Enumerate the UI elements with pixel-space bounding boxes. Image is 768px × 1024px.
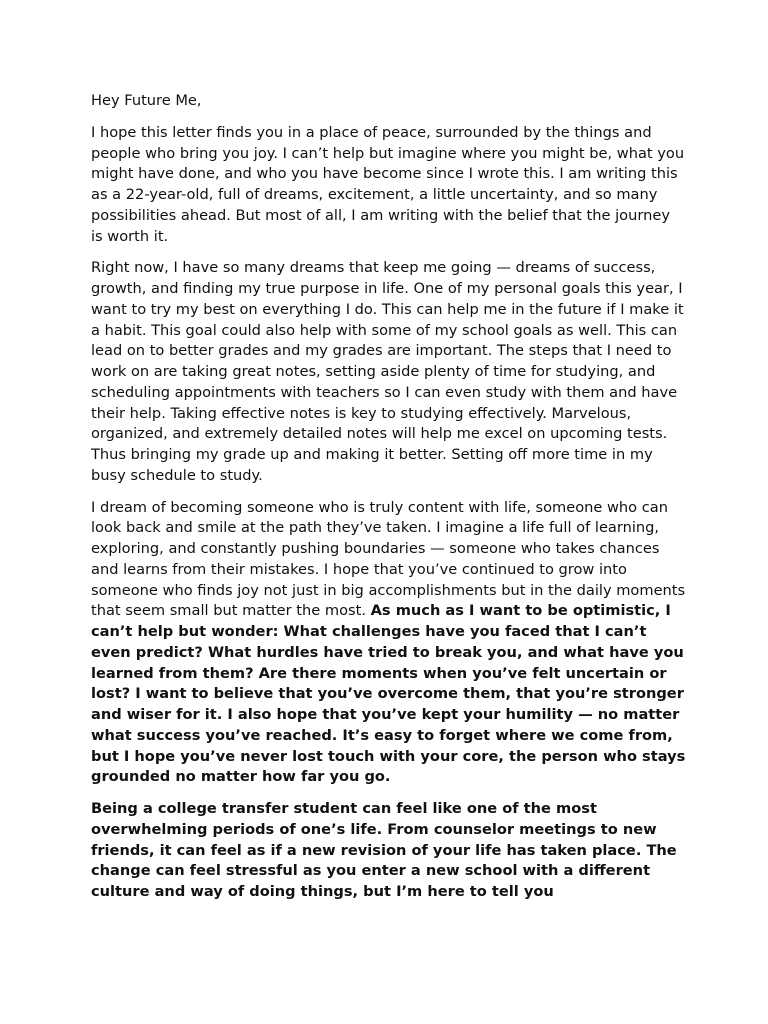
letter-body [91, 91, 686, 914]
paragraph-3-bold-text: As much as I want to be optimistic, I can’t help but wonder: What challenges have you faced that I can’t even predict? What hurdles have tried to break you, and what have you learned from them? Are there moments when you’ve felt uncertain or lost? I want to believe that you’ve overcome them, that you’re stronger and wiser for it. I also hope that you’ve kept your humility — no matter what success you’ve reached. It’s easy to forget where we come from, but I hope you’ve never lost touch with your core, the person who stays grounded no matter how far you go. [91, 602, 686, 786]
paragraph-1: I hope this letter finds you in a place of peace, surrounded by the things and people who bring you joy. I can’t help but imagine where you might be, what you might have done, and who you have become since I wrote this. I am writing this as a 22-year-old, full of dreams, excitement, a little uncertainty, and so many possibilities ahead. But most of all, I am writing with the belief that the journey is worth it. [91, 123, 685, 245]
paragraph-3-regular-text: I dream of becoming someone who is truly content with life, someone who can look back and smile at the path they’ve taken. I imagine a life full of learning, exploring, and constantly pushing boundaries — someone who takes chances and learns from their mistakes. I hope that you’ve continued to grow into someone who finds joy not just in big accomplishments but in the daily moments that seem small but matter the most. [91, 498, 686, 620]
letter-greeting: Hey Future Me, [91, 92, 202, 109]
paragraph-2: Right now, I have so many dreams that keep me going — dreams of success, growth, and finding my true purpose in life. One of my personal goals this year, I want to try my best on everything I do. This can help me in the future if I make it a habit. This goal could also help with some of my school goals as well. This can lead on to better grades and my grades are important. The steps that I need to work on are taking great notes, setting aside plenty of time for studying, and scheduling appointments with teachers so I can even study with them and have their help. Taking effective notes is key to studying effectively. Marvelous, organized, and extremely detailed notes will help me excel on upcoming tests. Thus bringing my grade up and making it better. Setting off more time in my busy schedule to study. [91, 259, 684, 484]
paragraph-3 [91, 498, 686, 789]
paragraph-4: Being a college transfer student can feel like one of the most overwhelming periods of one’s life. From counselor meetings to new friends, it can feel as if a new revision of your life has taken place. The change can feel stressful as you enter a new school with a different culture and way of doing things, but I’m here to tell you [91, 800, 677, 900]
